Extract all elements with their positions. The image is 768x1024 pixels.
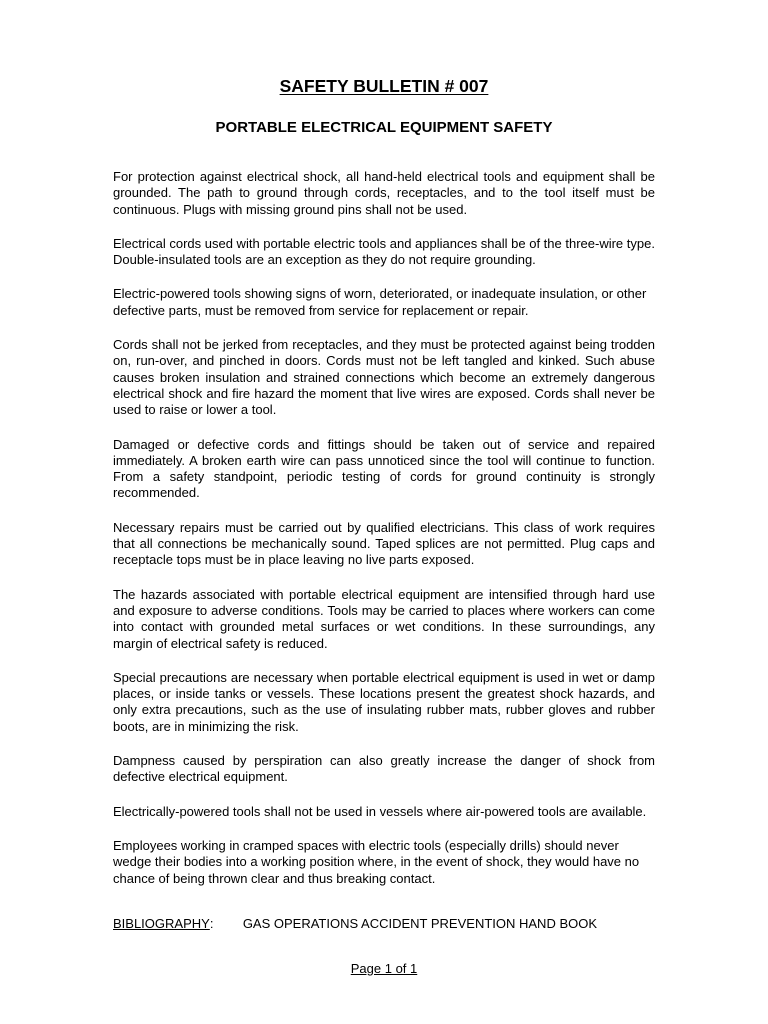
paragraph-three-wire: Electrical cords used with portable electric tools and appliances shall be of the three-wire type. Double-insulated tools are an exception as they do not require grounding. [113,235,655,268]
paragraph-repairs: Necessary repairs must be carried out by qualified electricians. This class of work requires that all connections be mechanically sound. Taped splices are not permitted. Plug caps and receptacle tops must be in place leaving no live parts exposed. [113,519,655,568]
paragraph-grounding: For protection against electrical shock, all hand-held electrical tools and equipment shall be grounded. The path to ground through cords, receptacles, and to the tool itself must be continuous. Plugs with missing ground pins shall not be used. [113,169,655,217]
bibliography-colon: : [209,916,214,931]
paragraph-cramped-spaces: Employees working in cramped spaces with electric tools (especially drills) should never wedge their bodies into a working position where, in the event of shock, they would have no chance of being thrown clear and thus breaking contact. [113,837,640,886]
paragraph-dampness: Dampness caused by perspiration can also greatly increase the danger of shock from defective electrical equipment. [113,753,655,785]
paragraph-hazards: The hazards associated with portable electrical equipment are intensified through hard use and exposure to adverse conditions. Tools may be carried to places where workers can come into contact with grounded metal surfaces or wet conditions. In these surroundings, any margin of electrical safety is reduced. [113,586,655,651]
paragraph-cord-handling: Cords shall not be jerked from receptacles, and they must be protected against being trodden on, run-over, and pinched in doors. Cords must not be left tangled and kinked. Such abuse causes broken insulation and strained connections which become an extremely dangerous electrical shock and fire hazard the moment that live wires are exposed. Cords shall never be used to raise or lower a tool. [113,337,655,418]
paragraph-vessels: Electrically-powered tools shall not be used in vessels where air-powered tools are available. [113,803,647,819]
bibliography [113,916,597,932]
bulletin-subtitle: PORTABLE ELECTRICAL EQUIPMENT SAFETY [215,119,553,136]
bulletin-title: SAFETY BULLETIN # 007 [279,76,489,96]
paragraph-special-precautions: Special precautions are necessary when portable electrical equipment is used in wet or damp places, or inside tanks or vessels. These locations present the greatest shock hazards, and only extra precautions, such as the use of insulating rubber mats, rubber gloves and rubber boots, are in minimizing the risk. [113,669,655,734]
bibliography-label: BIBLIOGRAPHY [113,916,210,931]
paragraph-damaged-cords: Damaged or defective cords and fittings should be taken out of service and repaired immediately. A broken earth wire can pass unnoticed since the tool will continue to function. From a safety standpoint, periodic testing of cords for ground continuity is strongly recommended. [113,436,655,501]
bibliography-text: GAS OPERATIONS ACCIDENT PREVENTION HAND BOOK [242,916,598,931]
bulletin-body [113,169,655,905]
paragraph-worn-tools: Electric-powered tools showing signs of worn, deteriorated, or inadequate insulation, or other defective parts, must be removed from service for replacement or repair. [113,286,647,318]
page-number: Page 1 of 1 [350,961,418,976]
